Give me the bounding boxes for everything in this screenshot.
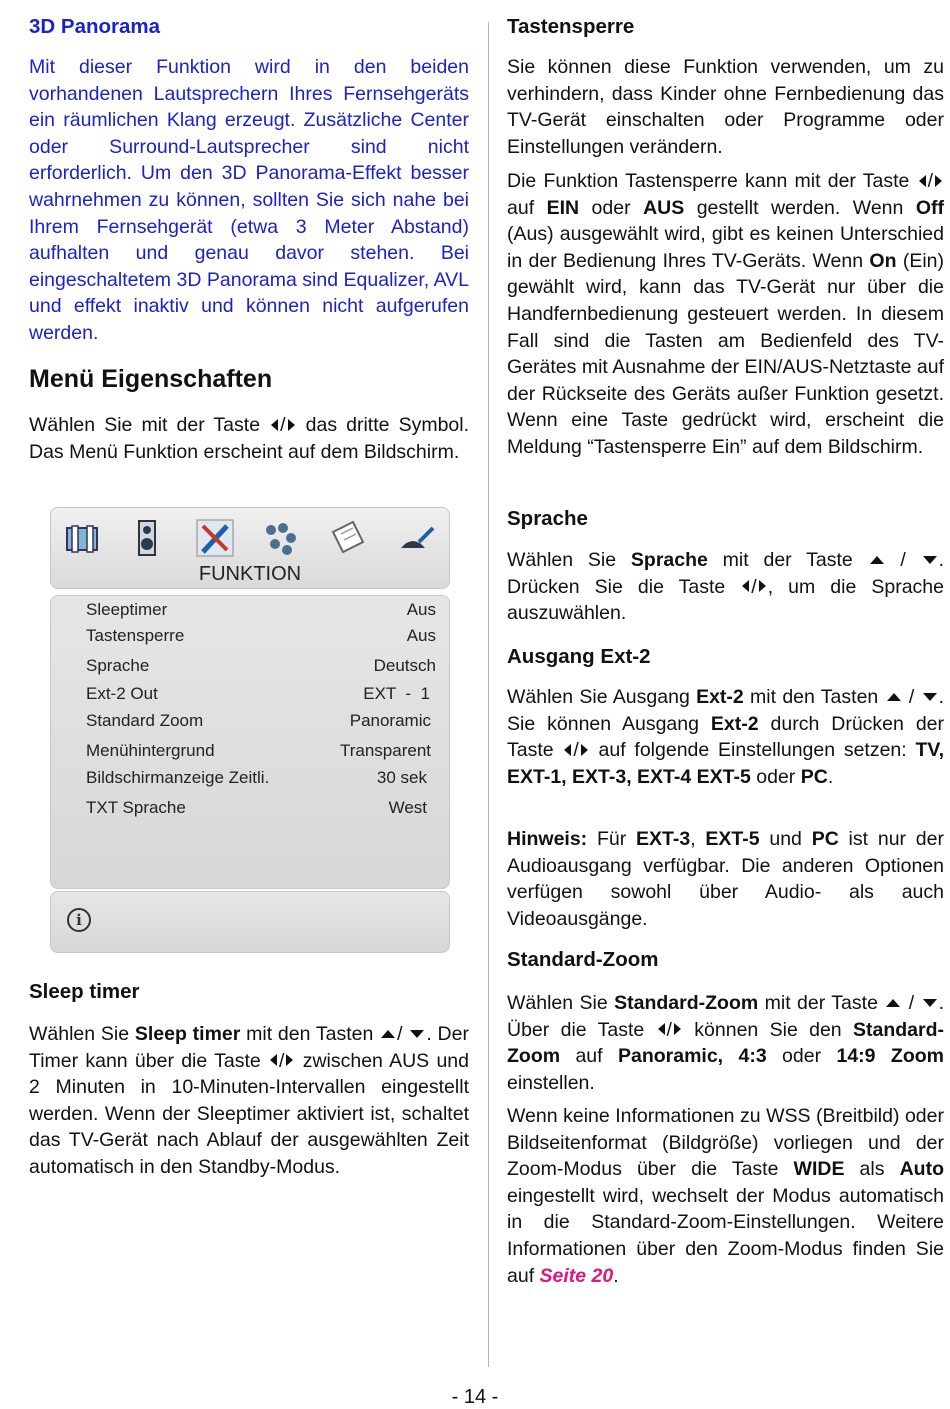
down-arrow-icon — [923, 556, 937, 564]
menu-row-label: TXT Sprache — [86, 798, 186, 817]
lock-text-1: Sie können diese Funktion verwenden, um zu verhindern, dass Kinder ohne Fernbedienung das TV-Gerät einschalten oder Programme oder Einstellungen verändern. — [507, 56, 944, 158]
menu-row-label: Sprache — [86, 656, 150, 675]
ext2-b2: Ext-2 — [710, 712, 759, 735]
menu-row-value: Aus — [406, 626, 436, 645]
menu-row-tastensperre[interactable] — [51, 626, 449, 652]
left-arrow-icon — [742, 580, 749, 592]
ext2-b1: Ext-2 — [696, 686, 744, 708]
zoom-t2: mit der Taste — [758, 992, 885, 1014]
document-icon — [327, 518, 367, 558]
zoom-auto: Auto — [899, 1158, 944, 1181]
left-arrow-icon — [564, 744, 571, 756]
sleep-sep: / — [397, 1023, 403, 1045]
ext2-t5: auf folgende Einstellungen setzen: — [589, 739, 916, 762]
zoom-t7: einstellen. — [507, 1071, 595, 1094]
sleep-text — [29, 1021, 469, 1181]
menu-row-value: West — [388, 798, 427, 817]
zoom-sep: / — [666, 1018, 672, 1041]
zoom-p2-b: als — [844, 1158, 900, 1181]
ext2-t2: mit den Tasten — [743, 686, 885, 708]
menu-icon-bar — [50, 507, 450, 589]
ext2-t6: oder — [750, 765, 801, 788]
right-arrow-icon — [674, 1023, 681, 1035]
menu-row-label: Ext-2 Out — [86, 684, 158, 703]
menu-row-label: Bildschirmanzeige Zeitli. — [86, 768, 270, 787]
lock-on: On — [869, 249, 897, 272]
lock-aus: AUS — [643, 196, 685, 219]
right-arrow-icon — [288, 419, 295, 431]
language-text — [507, 547, 944, 627]
note-b1: EXT-3 — [636, 828, 691, 850]
panorama-heading: 3D Panorama — [29, 15, 161, 38]
menu-text — [29, 412, 469, 465]
menu-info-bar — [50, 891, 450, 953]
menu-row-label: Sleeptimer — [86, 600, 168, 619]
sleep-sep: / — [279, 1049, 285, 1072]
zoom-sep: / — [908, 992, 915, 1014]
tools-icon — [195, 518, 235, 558]
source-icon — [397, 518, 437, 558]
note-t1: Für — [587, 828, 636, 850]
right-arrow-icon — [581, 744, 588, 756]
lang-t2: mit der Taste — [707, 549, 868, 571]
right-arrow-icon — [759, 580, 766, 592]
up-arrow-icon — [381, 1030, 395, 1038]
menu-heading: Menü Eigenschaften — [29, 365, 273, 393]
note-b3: PC — [811, 828, 839, 850]
note-label: Hinweis: — [507, 828, 588, 850]
menu-row-sprache[interactable] — [51, 656, 449, 682]
lang-sep: / — [751, 575, 757, 598]
zoom-b1: Standard-Zoom — [614, 992, 759, 1014]
left-arrow-icon — [658, 1023, 665, 1035]
up-arrow-icon — [887, 693, 901, 701]
zoom-t5: auf — [560, 1045, 618, 1068]
zoom-text-2 — [507, 1103, 944, 1289]
zoom-t1: Wählen Sie — [507, 992, 615, 1014]
sleep-t2: mit den Tasten — [240, 1023, 380, 1045]
lock-t-c: oder — [579, 196, 644, 219]
lock-t-e: (Aus) ausgewählt wird, gibt es keinen Unterschied in der Bedienung Ihres TV-Geräts. Wenn — [507, 223, 944, 272]
sleep-heading: Sleep timer — [29, 980, 140, 1003]
ext2-sep: / — [573, 739, 579, 762]
menu-row-standard-zoom[interactable] — [51, 711, 449, 737]
zoom-text — [507, 990, 944, 1096]
lock-t-d: gestellt werden. Wenn — [684, 196, 916, 219]
menu-row-value: 30 sek — [376, 768, 427, 787]
ext2-t1: Wählen Sie Ausgang — [507, 686, 697, 708]
menu-row-label: Menühintergrund — [86, 741, 215, 760]
ext2-sep: / — [908, 686, 915, 708]
menu-settings-list — [50, 595, 450, 889]
lock-t-a: Die Funktion Tastensperre kann mit der Taste — [507, 170, 917, 192]
language-heading: Sprache — [507, 507, 588, 530]
zoom-p2-c: eingestellt wird, wechselt der Modus automatisch in die Standard-Zoom-Einstellungen. Weitere Informationen über den Zoom-Modus finden Sie auf — [507, 1184, 944, 1287]
zoom-b4: 14:9 Zoom — [836, 1045, 944, 1068]
picture-icon — [63, 518, 103, 558]
zoom-t3: . Über die Taste — [507, 992, 945, 1041]
lang-t3: . Drücken Sie die Taste — [507, 549, 945, 598]
zoom-heading: Standard-Zoom — [507, 948, 659, 971]
note-t4: ist nur der Audioausgang verfügbar. Die anderen Optionen verfügen sowohl über Audio- als auch Videoausgänge. — [507, 828, 944, 930]
right-arrow-icon — [286, 1054, 293, 1066]
ext2-t4: durch Drücken der Taste — [507, 712, 944, 762]
menu-row-value: Panoramic — [349, 711, 431, 730]
menu-row-value: Deutsch — [373, 656, 436, 675]
lock-t-f: (Ein) gewählt wird, kann das TV-Gerät nur über die Handfernbedienung gesteuert werden. In diesem Fall sind die Tasten am Bedienfeld des TV-Gerätes mit Ausnahme der EIN/AUS-Netztaste auf der Rückseite des Geräts außer Funktion gesetzt. Wenn eine Taste gedrückt wird, erscheint die Meldung “Tastensperre Ein” auf dem Bildschirm. — [507, 249, 944, 458]
lang-t4: , um die Sprache auszuwählen. — [507, 575, 944, 625]
features-icon — [261, 518, 301, 558]
menu-row-sleeptimer[interactable] — [51, 600, 449, 626]
up-arrow-icon — [870, 556, 884, 564]
speaker-icon — [127, 518, 167, 558]
lock-heading: Tastensperre — [507, 15, 635, 38]
menu-text-sep: / — [280, 414, 286, 436]
menu-row-value: EXT - 1 — [363, 684, 430, 703]
panorama-text: Mit dieser Funktion wird in den beiden vorhandenen Lautsprechern Ihres Fernsehgeräts ein räumlichen Klang erzeugt. Zusätzliche Center oder Surround-Lautsprecher sind nicht erforderlich. Um den 3D Panorama-Effekt besser wahrnehmen zu können, sollten Sie sich nahe bei Ihrem Fernsehgerät (etwa 3 Meter Abstand) aufhalten und genau davor stehen. Bei eingeschaltetem 3D Panorama sind Equalizer, AVL und effekt inaktiv und können nicht aufgerufen werden. — [29, 56, 469, 344]
ext2-heading: Ausgang Ext-2 — [507, 645, 651, 668]
zoom-t6: oder — [766, 1045, 837, 1068]
sleep-t3: . Der Timer kann über die Taste — [29, 1023, 469, 1072]
page-number: - 14 - — [451, 1386, 499, 1408]
zoom-wide: WIDE — [793, 1158, 845, 1181]
ext2-t3: . Sie können Ausgang — [507, 686, 944, 735]
menu-icons — [61, 518, 441, 562]
menu-row-label: Tastensperre — [86, 626, 185, 645]
funktion-menu-screenshot — [50, 507, 450, 953]
lang-t1: Wählen Sie — [507, 549, 631, 571]
info-icon: i — [67, 908, 91, 932]
note-t2: , — [690, 828, 706, 850]
right-arrow-icon — [935, 175, 942, 187]
zoom-p2-d: . — [613, 1264, 619, 1287]
page-reference-link[interactable]: Seite 20 — [539, 1264, 614, 1287]
up-arrow-icon — [886, 999, 900, 1007]
left-arrow-icon — [271, 419, 278, 431]
menu-row-value: Transparent — [339, 741, 431, 760]
lang-sep: / — [900, 549, 906, 571]
menu-row-txt-sprache[interactable] — [51, 798, 449, 824]
down-arrow-icon — [923, 999, 937, 1007]
sleep-t1: Wählen Sie — [29, 1023, 135, 1045]
menu-row-bildschirmanzeige[interactable] — [51, 768, 449, 794]
lock-text-2 — [507, 168, 944, 461]
menu-row-value: Aus — [406, 600, 436, 619]
ext2-b4: PC — [800, 765, 828, 788]
ext2-b3: TV, EXT-1, EXT-3, EXT-4 EXT-5 — [507, 739, 944, 788]
left-arrow-icon — [270, 1054, 277, 1066]
note-b2: EXT-5 — [705, 828, 760, 850]
ext2-note — [507, 826, 944, 932]
menu-row-label: Standard Zoom — [86, 711, 204, 730]
zoom-b3: Panoramic, 4:3 — [617, 1045, 767, 1068]
left-arrow-icon — [919, 175, 926, 187]
lock-ein: EIN — [546, 196, 580, 219]
column-divider — [488, 22, 489, 1367]
zoom-p2-a: Wenn keine Informationen zu WSS (Breitbild) oder Bildseitenformat (Bildgröße) vorliegen und der Zoom-Modus über die Taste — [507, 1105, 944, 1181]
ext2-text — [507, 684, 944, 790]
zoom-b2: Standard-Zoom — [507, 1018, 945, 1068]
menu-row-menuhintergrund[interactable] — [51, 741, 449, 767]
note-t3: und — [759, 828, 812, 850]
menu-text-a: Wählen Sie mit der Taste — [29, 414, 270, 436]
ext2-t7: . — [827, 765, 834, 788]
down-arrow-icon — [923, 693, 937, 701]
menu-text-b: das dritte Symbol. Das Menü Funktion erscheint auf dem Bildschirm. — [29, 414, 470, 463]
lang-b1: Sprache — [630, 549, 708, 571]
menu-title: FUNKTION — [198, 563, 302, 585]
lock-t-b: auf — [507, 196, 547, 219]
lock-off: Off — [915, 196, 944, 219]
zoom-t4: können Sie den — [682, 1018, 853, 1041]
sleep-t4: zwischen AUS und 2 Minuten in 10-Minuten-Intervallen eingestellt werden. Wenn der Sleeptimer aktiviert ist, schaltet das TV-Gerät nach Ablauf der ausgewählten Zeit automatisch in den Standby-Modus. — [29, 1049, 469, 1178]
down-arrow-icon — [410, 1030, 424, 1038]
lock-sep: / — [927, 170, 933, 192]
sleep-b1: Sleep timer — [134, 1023, 241, 1045]
menu-row-ext2-out[interactable] — [51, 684, 449, 710]
